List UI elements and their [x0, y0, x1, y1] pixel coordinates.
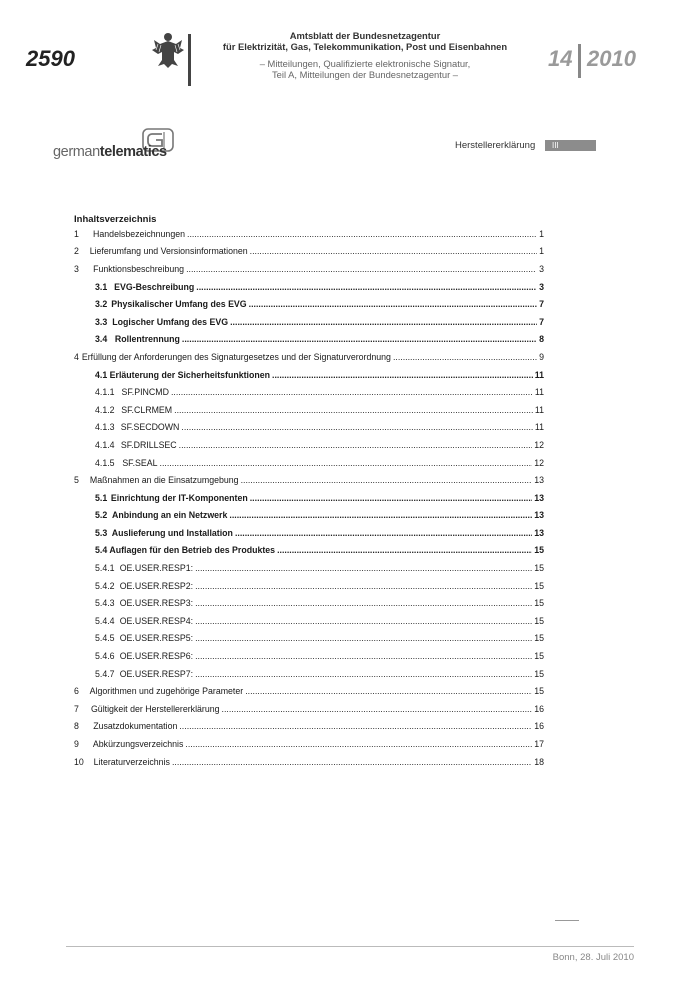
- toc-entry-page: 7: [539, 316, 544, 327]
- toc-entry[interactable]: [74, 366, 544, 384]
- masthead-title-line2: für Elektrizität, Gas, Telekommunikation, Post und Eisenbahnen: [222, 41, 508, 52]
- toc-entry[interactable]: [74, 225, 544, 243]
- toc-dot-leader: [195, 633, 532, 643]
- toc-dot-leader: [249, 299, 537, 309]
- toc-entry-number: 3.1: [95, 281, 108, 292]
- toc-entry-page: 16: [534, 721, 544, 732]
- toc-entry-page: 8: [539, 334, 544, 345]
- toc-entry-number: 4.1.3: [95, 422, 115, 433]
- toc-entry-page: 15: [534, 598, 544, 609]
- toc-entry-number: 5: [74, 475, 79, 486]
- toc-dot-leader: [186, 264, 536, 274]
- toc-entry-page: 3: [539, 281, 544, 292]
- toc-dot-leader: [195, 581, 532, 591]
- toc-entry-number: 7: [74, 703, 79, 714]
- toc-dot-leader: [172, 757, 532, 767]
- toc-entry[interactable]: [74, 507, 544, 525]
- toc-entry-number: 3.2: [95, 299, 108, 310]
- toc-dot-leader: [195, 616, 532, 626]
- toc-entry[interactable]: [74, 348, 544, 366]
- toc-entry-title: Rollentrennung: [114, 334, 180, 345]
- footer-short-rule: [555, 920, 579, 921]
- masthead-sub-line2: Teil A, Mitteilungen der Bundesnetzagentur –: [271, 69, 459, 80]
- toc-entry[interactable]: [74, 753, 544, 771]
- toc-entry[interactable]: [74, 665, 544, 683]
- toc-dot-leader: [241, 475, 533, 485]
- toc-entry-page: 15: [534, 668, 544, 679]
- toc-entry-page: 3: [539, 263, 544, 274]
- toc-entry-number: 1: [74, 228, 79, 239]
- masthead-title-line1: Amtsblatt der Bundesnetzagentur: [289, 30, 441, 41]
- toc-dot-leader: [179, 440, 533, 450]
- toc-dot-leader: [195, 598, 532, 608]
- toc-entry-number: 3: [74, 263, 79, 274]
- toc-entry-title: Maßnahmen an die Einsatzumgebung: [89, 475, 239, 486]
- toc-dot-leader: [179, 721, 532, 731]
- toc-entry-title: Logischer Umfang des EVG: [112, 316, 229, 327]
- toc-dot-leader: [235, 528, 532, 538]
- toc-dot-leader: [195, 563, 532, 573]
- toc-entry-title: SF.DRILLSEC: [120, 439, 177, 450]
- toc-entry-page: 15: [534, 563, 544, 574]
- toc-entry[interactable]: [74, 594, 544, 612]
- toc-entry-page: 12: [534, 439, 544, 450]
- toc-entry-title: Einrichtung der IT-Komponenten: [110, 492, 248, 503]
- toc-dot-leader: [393, 352, 537, 362]
- toc-entry-page: 11: [534, 404, 544, 415]
- toc-entry-number: 3.3: [95, 316, 108, 327]
- toc-entry-title: OE.USER.RESP2:: [119, 580, 194, 591]
- page-number: 2590: [26, 46, 75, 71]
- logo-text-part2: telematics: [99, 144, 167, 160]
- toc-entry-number: 5.4.2: [95, 580, 115, 591]
- toc-entry-title: Algorithmen und zugehörige Parameter: [89, 686, 244, 697]
- toc-entry-number: 5.4.4: [95, 615, 115, 626]
- toc-entry-page: 11: [534, 369, 544, 380]
- toc-entry[interactable]: [74, 383, 544, 401]
- toc-entry-title: Handelsbezeichnungen: [93, 228, 185, 239]
- toc-entry-title: Anbindung an ein Netzwerk: [112, 510, 228, 521]
- toc-entry-number: 4.1.1: [95, 387, 115, 398]
- toc-entry-page: 7: [539, 299, 544, 310]
- toc-dot-leader: [195, 651, 532, 661]
- toc-entry-title: Auslieferung und Installation: [111, 527, 233, 538]
- toc-entry-number: 5.4.7: [95, 668, 115, 679]
- toc-dot-leader: [196, 282, 536, 292]
- toc-entry[interactable]: [74, 243, 544, 261]
- toc-dot-leader: [250, 493, 532, 503]
- issue-year: 2010: [587, 46, 636, 71]
- toc-entry-page: 15: [534, 651, 544, 662]
- toc-dot-leader: [222, 704, 533, 714]
- toc-entry-number: 10: [74, 756, 84, 767]
- toc-entry-number: 5.3: [95, 527, 108, 538]
- toc-dot-leader: [160, 458, 533, 468]
- toc-entry-title: OE.USER.RESP1:: [119, 563, 194, 574]
- toc-entry[interactable]: [74, 401, 544, 419]
- toc-entry[interactable]: [74, 682, 544, 700]
- toc-entry-page: 15: [534, 633, 544, 644]
- toc-entry-title: Erfüllung der Anforderungen des Signaturgesetzes und der Signaturverordnung: [81, 351, 391, 362]
- toc-entry-number: 5.4.3: [95, 598, 115, 609]
- toc-dot-leader: [181, 422, 532, 432]
- toc-entry[interactable]: [74, 489, 544, 507]
- toc-entry-title: Gültigkeit der Herstellererklärung: [90, 703, 220, 714]
- toc-entry[interactable]: [74, 454, 544, 472]
- toc-entry-title: Lieferumfang und Versionsinformationen: [89, 246, 248, 257]
- toc-dot-leader: [187, 229, 536, 239]
- toc-dot-leader: [185, 739, 532, 749]
- toc-entry-number: 4.1.2: [95, 404, 115, 415]
- document-type: Herstellererklärung: [455, 140, 536, 151]
- footer-rule: [66, 946, 634, 947]
- toc-entry-page: 12: [534, 457, 544, 468]
- toc-entry-number: 4.1: [95, 369, 108, 380]
- toc-entry-number: 5.4: [95, 545, 108, 556]
- toc-entry-title: Funktionsbeschreibung: [93, 263, 185, 274]
- toc-entry-page: 11: [534, 387, 544, 398]
- header-divider: [188, 34, 191, 86]
- toc-entry-page: 11: [534, 422, 544, 433]
- toc-entry[interactable]: [74, 331, 544, 349]
- toc-entry[interactable]: [74, 718, 544, 736]
- toc-entry-title: Erläuterung der Sicherheitsfunktionen: [109, 369, 270, 380]
- toc-entry-number: 5.1: [95, 492, 108, 503]
- toc-entry-page: 15: [534, 545, 544, 556]
- toc-entry-page: 9: [539, 351, 544, 362]
- toc-entry-title: Zusatzdokumentation: [93, 721, 178, 732]
- toc-entry-number: 6: [74, 686, 79, 697]
- toc-entry-title: OE.USER.RESP4:: [119, 615, 194, 626]
- toc-dot-leader: [277, 545, 532, 555]
- toc-dot-leader: [272, 370, 533, 380]
- logo-text-part1: german: [53, 144, 100, 160]
- toc-entry-title: SF.SECDOWN: [120, 422, 180, 433]
- toc-entry-page: 13: [534, 527, 544, 538]
- toc-entry-title: OE.USER.RESP6:: [119, 651, 194, 662]
- toc-entry-title: SF.PINCMD: [121, 387, 169, 398]
- toc-entry-number: 3.4: [95, 334, 108, 345]
- toc-entry-page: 13: [534, 510, 544, 521]
- toc-entry-number: 5.4.5: [95, 633, 115, 644]
- toc-heading: Inhaltsverzeichnis: [74, 214, 157, 225]
- toc-dot-leader: [182, 334, 536, 344]
- toc-dot-leader: [174, 405, 533, 415]
- toc-entry[interactable]: [74, 295, 544, 313]
- toc-entry[interactable]: [74, 559, 544, 577]
- toc-entry-page: 18: [534, 756, 544, 767]
- toc-dot-leader: [230, 317, 537, 327]
- toc-entry-title: EVG-Beschreibung: [114, 281, 195, 292]
- toc-entry-title: SF.CLRMEM: [121, 404, 173, 415]
- toc-entry-page: 1: [539, 228, 544, 239]
- toc-dot-leader: [195, 669, 532, 679]
- toc-entry[interactable]: [74, 471, 544, 489]
- toc-entry-page: 15: [534, 580, 544, 591]
- document-code-badge: III: [545, 140, 596, 151]
- toc-entry[interactable]: [74, 735, 544, 753]
- toc-entry-page: 17: [534, 739, 544, 750]
- toc-entry-title: SF.SEAL: [122, 457, 158, 468]
- footer-date: Bonn, 28. Juli 2010: [552, 952, 634, 963]
- toc-entry-number: 5.4.6: [95, 651, 115, 662]
- toc-entry-number: 9: [74, 739, 79, 750]
- toc-entry-page: 16: [534, 703, 544, 714]
- toc-entry[interactable]: [74, 260, 544, 278]
- toc-entry-number: 4.1.5: [95, 457, 115, 468]
- toc-entry[interactable]: [74, 612, 544, 630]
- toc-entry[interactable]: [74, 313, 544, 331]
- toc-entry[interactable]: [74, 700, 544, 718]
- toc-entry-number: 8: [74, 721, 79, 732]
- toc-entry[interactable]: [74, 542, 544, 560]
- toc-entry-title: OE.USER.RESP5:: [119, 633, 194, 644]
- issue-divider: [578, 44, 581, 78]
- toc-entry-number: 4: [74, 351, 79, 362]
- toc-entry-title: OE.USER.RESP7:: [119, 668, 194, 679]
- toc-entry[interactable]: [74, 647, 544, 665]
- federal-eagle-icon: [150, 30, 186, 70]
- toc-entry-title: Physikalischer Umfang des EVG: [111, 299, 247, 310]
- toc-entry-number: 5.4.1: [95, 563, 115, 574]
- toc-dot-leader: [250, 246, 537, 256]
- masthead-sub-line1: – Mitteilungen, Qualifizierte elektronische Signatur,: [259, 58, 471, 69]
- toc-entry[interactable]: [74, 436, 544, 454]
- table-of-contents: [74, 225, 544, 770]
- toc-entry-title: Literaturverzeichnis: [93, 756, 170, 767]
- toc-entry[interactable]: [74, 577, 544, 595]
- toc-entry-number: 4.1.4: [95, 439, 115, 450]
- toc-dot-leader: [171, 387, 533, 397]
- toc-entry-number: 2: [74, 246, 79, 257]
- toc-dot-leader: [245, 686, 532, 696]
- toc-entry-title: OE.USER.RESP3:: [119, 598, 194, 609]
- toc-entry-page: 1: [539, 246, 545, 257]
- issue-number: 14: [548, 46, 573, 71]
- toc-entry-number: 5.2: [95, 510, 108, 521]
- toc-entry-page: 15: [534, 686, 544, 697]
- toc-entry[interactable]: [74, 278, 544, 296]
- toc-entry[interactable]: [74, 630, 544, 648]
- toc-entry-page: 13: [534, 492, 544, 503]
- toc-entry-title: Auflagen für den Betrieb des Produktes: [109, 545, 276, 556]
- toc-entry-title: Abkürzungsverzeichnis: [92, 739, 184, 750]
- toc-entry[interactable]: [74, 419, 544, 437]
- toc-entry-page: 15: [534, 615, 544, 626]
- toc-entry[interactable]: [74, 524, 544, 542]
- masthead: [200, 30, 530, 80]
- toc-dot-leader: [229, 510, 532, 520]
- toc-entry-page: 13: [534, 475, 544, 486]
- company-logo-text: [53, 144, 167, 160]
